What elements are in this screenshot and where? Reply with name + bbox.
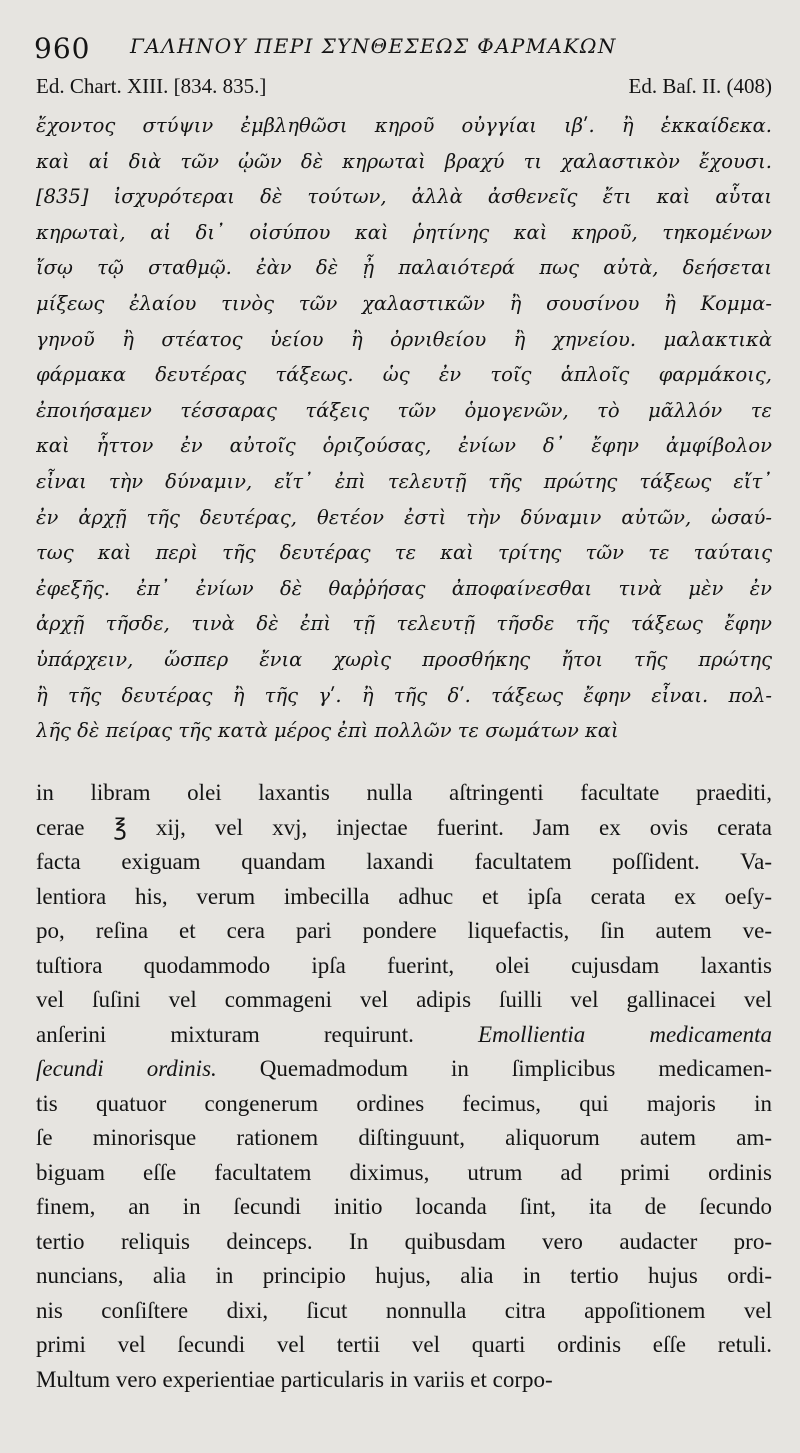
latin-line: nuncians, alia in principio hujus, alia in tertio hujus ordi- [36, 1263, 772, 1288]
running-title: ΓΑΛΗΝΟΥ ΠΕΡΙ ΣΥΝΘΕΣΕΩΣ ΦΑΡΜΑΚΩΝ [130, 34, 617, 58]
greek-line: φάρμακα δευτέρας τάξεως. ὡς ἐν τοῖς ἁπλοῖς φαρμάκοις, [36, 363, 772, 387]
edition-basel-reference: Ed. Baſ. II. (408) [628, 74, 772, 98]
latin-line: Multum vero experientiae particularis in variis et corpo- [36, 1366, 553, 1392]
greek-line: ἐφεξῆς. ἐπ᾽ ἐνίων δὲ θαῤῥήσας ἀποφαίνεσθαι τινὰ μὲν ἐν [36, 576, 772, 600]
latin-line: lentiora his, verum imbecilla adhuc et ipſa cerata ex oeſy- [36, 883, 772, 909]
greek-line: ἴσῳ τῷ σταθμῷ. ἐὰν δὲ ᾖ παλαιότερά πως αὐτὰ, δεήσεται [36, 256, 772, 280]
page-header [34, 28, 774, 64]
latin-line [36, 1052, 772, 1087]
latin-line: ſe minorisque rationem diſtinguunt, aliquorum autem am- [36, 1125, 772, 1150]
greek-line: ἢ τῆς δευτέρας ἢ τῆς γʹ. ἢ τῆς δʹ. τάξεως ἔφην εἶναι. πολ- [36, 683, 772, 707]
greek-line: γηνοῦ ἢ στέατος ὑείου ἢ ὀρνιθείου ἢ χηνείου. μαλακτικὰ [36, 327, 772, 351]
latin-line-segment: Quemadmodum in ſimplicibus medicamen- [216, 1056, 772, 1081]
edition-chartier-reference: Ed. Chart. XIII. [834. 835.] [36, 74, 267, 98]
latin-line: primi vel ſecundi vel tertii vel quarti ordinis eſſe retuli. [36, 1332, 772, 1357]
latin-italic-heading: Emollientia medicamenta [477, 1021, 772, 1047]
greek-line: λῆς δὲ πείρας τῆς κατὰ μέρος ἐπὶ πολλῶν τε σωμάτων καὶ [36, 719, 619, 743]
latin-line: biguam eſſe facultatem diximus, utrum ad primi ordinis [36, 1159, 772, 1185]
greek-line: καὶ ἧττον ἐν αὐτοῖς ὁριζούσας, ἐνίων δ᾽ ἔφην ἀμφίβολον [36, 434, 772, 458]
greek-line: εἶναι τὴν δύναμιν, εἴτ᾽ ἐπὶ τελευτῇ τῆς πρώτης τάξεως εἴτ᾽ [36, 469, 772, 493]
latin-line: tuſtiora quodammodo ipſa fuerint, olei cujusdam laxantis [36, 952, 772, 978]
latin-italic-heading: ſecundi ordinis. [36, 1056, 217, 1081]
greek-line: μίξεως ἐλαίου τινὸς τῶν χαλαστικῶν ἢ σουσίνου ἢ Κομμα- [36, 291, 772, 315]
latin-text-block [36, 776, 772, 1397]
latin-line: cerae ℥ xij, vel xvj, injectae fuerint. Jam ex ovis cerata [36, 814, 772, 840]
greek-text-block [36, 108, 772, 749]
greek-line: ἀρχῇ τῆσδε, τινὰ δὲ ἐπὶ τῇ τελευτῇ τῆσδε τῆς τάξεως ἔφην [36, 612, 772, 636]
greek-line: ἔχοντος στύψιν ἐμβληθῶσι κηροῦ οὐγγίαι ιβʹ. ἢ ἑκκαίδεκα. [36, 114, 772, 137]
latin-line: vel ſuſini vel commageni vel adipis ſuilli vel gallinacei vel [36, 987, 772, 1012]
latin-line: po, reſina et cera pari pondere liquefactis, ſin autem ve- [36, 918, 772, 943]
page-number: 960 [34, 32, 91, 65]
latin-line: tertio reliquis deinceps. In quibusdam vero audacter pro- [36, 1228, 772, 1254]
latin-line: facta exiguam quandam laxandi facultatem poſſident. Va- [36, 849, 772, 874]
latin-line: nis conſiſtere dixi, ſicut nonnulla citra appoſitionem vel [36, 1297, 772, 1323]
latin-line [36, 1018, 772, 1053]
greek-line: [835] ἰσχυρότεραι δὲ τούτων, ἀλλὰ ἀσθενεῖς ἔτι καὶ αὗται [36, 185, 772, 209]
latin-line: tis quatuor congenerum ordines fecimus, qui majoris in [36, 1090, 772, 1116]
latin-line-segment: anſerini mixturam requirunt. [36, 1021, 478, 1047]
greek-line: κηρωταὶ, αἱ δι᾽ οἰσύπου καὶ ῥητίνης καὶ κηροῦ, τηκομένων [36, 220, 772, 244]
greek-line: ἐν ἀρχῇ τῆς δευτέρας, θετέον ἐστὶ τὴν δύναμιν αὐτῶν, ὡσαύ- [36, 505, 772, 529]
greek-line: ὑπάρχειν, ὥσπερ ἔνια χωρὶς προσθήκης ἤτοι τῆς πρώτης [36, 647, 772, 671]
edition-reference-line [36, 74, 772, 102]
latin-line: finem, an in ſecundi initio locanda ſint, ita de ſecundo [36, 1194, 772, 1219]
greek-line: ἐποιήσαμεν τέσσαρας τάξεις τῶν ὁμογενῶν, τὸ μᾶλλόν τε [36, 398, 772, 422]
greek-line: καὶ αἱ διὰ τῶν ᾠῶν δὲ κηρωταὶ βραχύ τι χαλαστικὸν ἔχουσι. [36, 149, 772, 173]
greek-line: τως καὶ περὶ τῆς δευτέρας τε καὶ τρίτης τῶν τε ταύταις [36, 541, 772, 565]
latin-line: in libram olei laxantis nulla aſtringenti facultate praediti, [36, 780, 772, 805]
